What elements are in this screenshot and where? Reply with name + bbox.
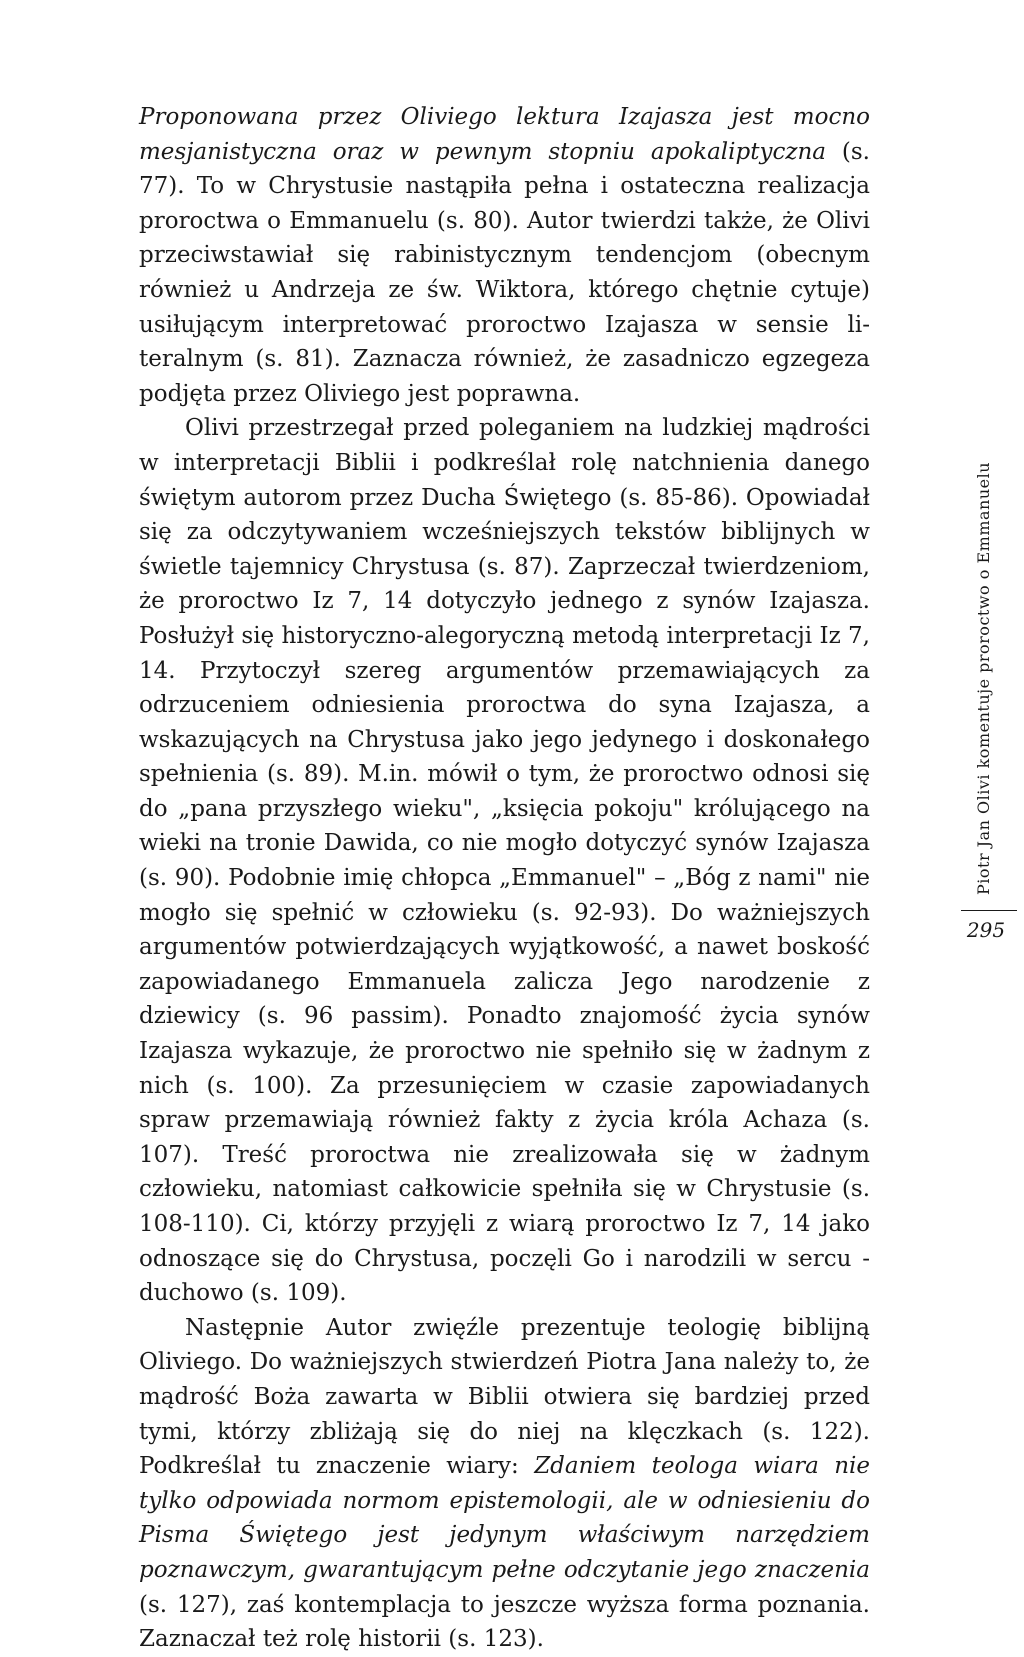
paragraph-1-text: (s. 77). To w Chrystusie nastąpiła pełna i ostateczna realizacja proroctwa o Emmanuelu (s. 80). Autor twierdzi także, że Olivi przeciwstawiał się rabinistycznym tendencjom (obecnym również u Andrzeja ze św. Wiktora, którego chętnie cytuje) usiłującym interpretować proroctwo Izajasza w sensie literalnym (s. 81). Zaznacza również, że zasadniczo egzegeza podjęta przez Oliviego jest poprawna.	[139, 138, 870, 407]
paragraph-2: Olivi przestrzegał przed poleganiem na ludzkiej mądrości w interpretacji Biblii i podkreślał rolę natchnienia danego świętym autorom przez Ducha Świętego (s. 85-86). Opowiadał się za odczytywaniem wcześniejszych tekstów biblijnych w świetle tajemnicy Chrystusa (s. 87). Zaprzeczał twierdzeniom, że proroctwo Iz 7, 14 dotyczyło jednego z synów Izajasza. Posłużył się historyczno-alegoryczną metodą interpretacji Iz 7, 14. Przytoczył szereg argumentów przemawiających za odrzuceniem odniesienia proroctwa do syna Izajasza, a wskazujących na Chrystusa jako jego jedynego i doskonałego spełnienia (s. 89). M.in. mówił o tym, że proroctwo odnosi się do „pana przyszłego wieku", „księcia pokoju" królującego na wieki na tronie Dawida, co nie mogło dotyczyć synów Izajasza (s. 90). Podobnie imię chłopca „Emmanuel" – „Bóg z nami" nie mogło się spełnić w człowieku (s. 92-93). Do ważniejszych argumentów potwierdzających wyjątkowość, a nawet boskość zapowiadanego Emmanuela zalicza Jego narodzenie z dziewicy (s. 96 passim). Ponadto znajomość życia synów Izajasza wykazuje, że proroctwo nie spełniło się w żadnym z nich (s. 100). Za przesunięciem w czasie zapowiadanych spraw przemawiają również fakty z życia króla Achaza (s. 107). Treść proroctwa nie zrealizowała się w żadnym człowieku, natomiast całkowicie spełniła się w Chrystusie (s. 108-110). Ci, którzy przyjęli z wiarą proroctwo Iz 7, 14 jako odnoszące się do Chrystusa, poczęli Go i narodzili w sercu - duchowo (s. 109).	[139, 415, 870, 1307]
paragraph-3	[139, 1311, 870, 1657]
page-number-rule	[961, 910, 1017, 911]
paragraph-3-text-end: (s. 127), zaś kontemplacja to jeszcze wyższa forma poznania. Zaznaczał też rolę historii (s. 123).	[139, 1591, 870, 1653]
running-head: Piotr Jan Olivi komentuje proroctwo o Emmanuelu	[974, 461, 993, 895]
paragraph-1-italic: Proponowana przez Oliviego lektura Izajasza jest mocno mesjanistyczna oraz w pewnym stopniu apokaliptyczna	[139, 104, 870, 165]
page-number: 295	[966, 918, 1006, 942]
paragraph-1	[139, 100, 870, 411]
body-text	[139, 100, 870, 1657]
paragraph-3-text-start: Następnie Autor zwięźle prezentuje teologię biblijną Oliviego. Do ważniejszych stwierdzeń Piotra Jana należy to, że mądrość Boża zawarta w Biblii otwiera się bardziej przed tymi, którzy zbliżają się do niej na klęczkach (s. 122). Podkreślał tu znaczenie wiary:	[139, 1314, 870, 1480]
paragraph-3-italic: Zdaniem teologa wiara nie tylko odpowiada normom epistemologii, ale w odniesieniu do Pisma Świętego jest jedynym właściwym narzędziem poznawczym, gwarantującym pełne odczytanie jego znaczenia	[139, 1453, 870, 1583]
